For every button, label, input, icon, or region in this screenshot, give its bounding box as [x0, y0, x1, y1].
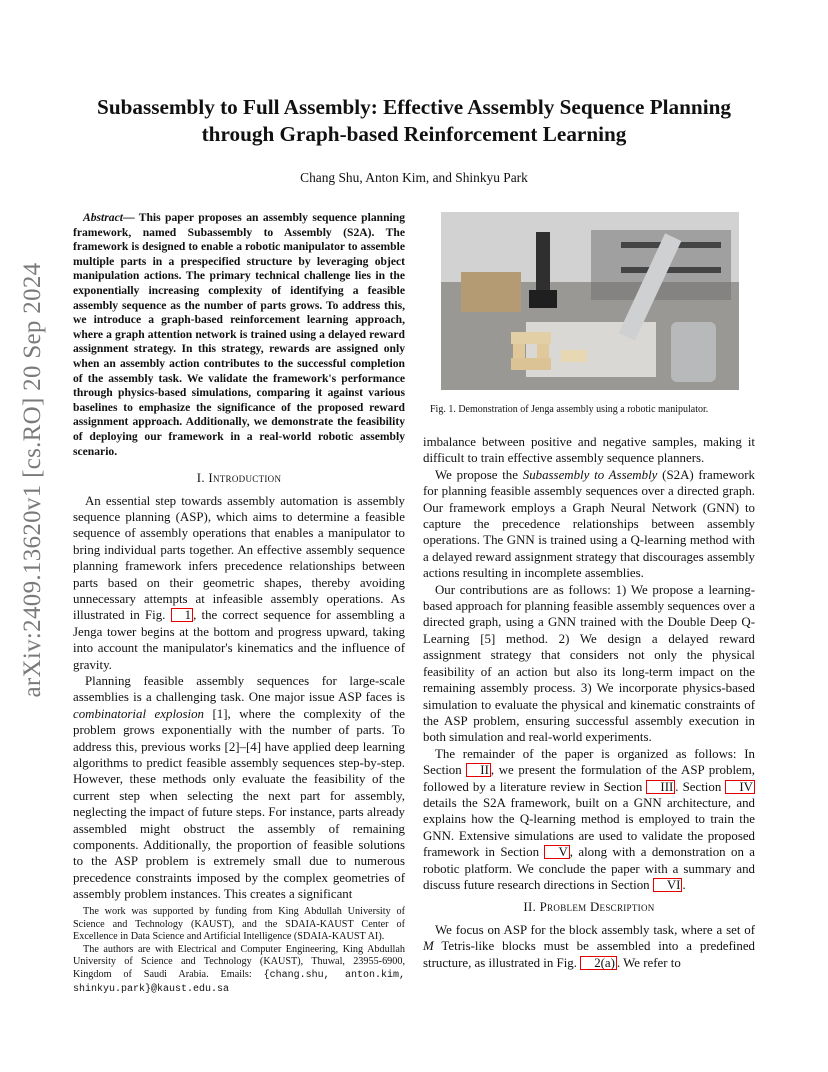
- title-line-2: through Graph-based Reinforcement Learning: [201, 122, 627, 146]
- abstract-text: — This paper proposes an assembly sequence planning framework, named Subassembly to Assembly (S2A). The framework is designed to enable a robotic manipulator to assemble multiple parts in a prespecified structure by leveraging object manipulation actions. The primary technical challenge lies in the exponentially increasing complexity of identifying a feasible assembly sequence as the number of parts grows. To address this, we introduce a graph-based reinforcement learning approach, where a graph attention network is trained using a delayed reward assignment strategy. In this strategy, rewards are assigned only when an assembly action contributes to the successful completion of the assembly task. We validate the framework's performance through physics-based simulations, comparing it against various baselines to emphasize the significance of the proposed reward assignment approach. Additionally, we demonstrate the feasibility of deploying our framework in a real-world robotic assembly scenario.: [73, 211, 405, 458]
- footnote: [73, 906, 405, 996]
- section-5-link[interactable]: V: [544, 845, 569, 859]
- intro-paragraph-2: Planning feasible assembly sequences for large-scale assemblies is a challenging task. One major issue ASP faces is combinatorial explosion [1], where the complexity of the problem grows exponentially with the number of parts. To address this, previous works [2]–[4] have applied deep learning algorithms to predict feasible assembly sequences step-by-step. However, these methods only evaluate the feasibility of the current step when selecting the next part for assembly, neglecting the impact of future steps. For instance, parts already assembled might obstruct the assembly of remaining components. Additionally, the proportion of feasible solutions to the ASP problem is extremely small due to numerous precedence constraints imposed by the complex geometries of assembly problem instances. This creates a significant: [73, 673, 405, 902]
- section-6-link[interactable]: VI: [653, 878, 683, 892]
- arxiv-id: arXiv:2409.13620v1 [cs.RO] 20 Sep 2024: [19, 262, 46, 698]
- right-column: [423, 434, 755, 971]
- problem-paragraph-1: We focus on ASP for the block assembly task, where a set of M Tetris-like blocks must be assembled into a predefined structure, as illustrated in Fig. 2(a) . We refer to: [423, 922, 755, 970]
- section-2-link[interactable]: II: [466, 763, 491, 777]
- figure-1-caption: Fig. 1. Demonstration of Jenga assembly using a robotic manipulator.: [430, 404, 709, 415]
- robot-jenga-photo-illustration: [441, 212, 739, 390]
- contributions-paragraph: Our contributions are as follows: 1) We propose a learning-based approach for planning feasible assembly sequences over a directed graph, using a GNN trained with the Double Deep Q-Learning [5] method. 2) We design a delayed reward assignment strategy that considers not only the physical feasibility of an action but also its long-term impact on the remaining assembly process. 3) We incorporate physics-based simulation to evaluate the physical and kinematic constraints of the ASP problem, ensuring successful assembly execution in both simulation and real-world experiments.: [423, 582, 755, 745]
- footnote-affiliation: The authors are with Electrical and Computer Engineering, King Abdullah University of Science and Technology (KAUST), Thuwal, 23955-6900, Kingdom of Saudi Arabia. Emails: {chang.shu, anton.kim, shinkyu.park}@kaust.edu.sa: [73, 943, 405, 995]
- intro-paragraph-3-continued: imbalance between positive and negative samples, making it difficult to train effective assembly sequence planners.: [423, 435, 755, 466]
- section-3-link[interactable]: III: [646, 780, 675, 794]
- footnote-funding: The work was supported by funding from King Abdullah University of Science and Technology (KAUST), and the SDAIA-KAUST Center of Excellence in Data Science and Artificial Intelligence (SDAIA-KAUST AI).: [73, 906, 405, 943]
- fig-1-link[interactable]: 1: [171, 608, 193, 622]
- intro-paragraph-1: An essential step towards assembly automation is assembly sequence planning (ASP), which aims to determine a feasible sequence of assembly operations that enables a manipulator to bring individual parts together. An effective assembly sequence planning framework infers precedence relationships between parts based on their geometric shapes, thereby avoiding unnecessary attempts at infeasible assembly operations. As illustrated in Fig. 1 , the correct sequence for assembling a Jenga tower begins at the bottom and progress upward, taking into account the manipulator's kinematics and the influence of gravity.: [73, 493, 405, 672]
- title-line-1: Subassembly to Full Assembly: Effective Assembly Sequence Planning: [97, 95, 731, 119]
- left-column: [73, 211, 405, 903]
- framework-name: Subassembly to Assembly: [522, 467, 658, 482]
- figure-1-photo: [441, 212, 739, 390]
- section-4-link[interactable]: IV: [725, 780, 755, 794]
- fig-2a-link[interactable]: 2(a): [580, 956, 617, 970]
- organization-paragraph: The remainder of the paper is organized as follows: In Section II , we present the formulation of the ASP problem, followed by a literature review in Section III . Section IV details the S2A framework, built on a GNN architecture, and explains how the Q-learning method is employed to train the GNN. Extensive simulations are used to validate the proposed framework in Section V , along with a demonstration on a robotic platform. We conclude the paper with a summary and discuss future research directions in Section VI .: [423, 746, 756, 892]
- section-heading-problem-description: II. Problem Description: [523, 900, 655, 915]
- intro-paragraph-4: We propose the Subassembly to Assembly (S2A) framework for planning feasible assembly sequences over a directed graph. Our framework employs a Graph Neural Network (GNN) to capture the precedence relationships between assembly operations. The GNN is trained using a Q-learning method with a delayed reward assignment strategy that discourages assembly actions resulting in incomplete assemblies.: [423, 467, 755, 581]
- author-emails: {chang.shu, anton.kim, shinkyu.park}@kaust.edu.sa: [73, 969, 405, 995]
- section-heading-introduction: I. Introduction: [196, 471, 282, 486]
- emphasis-term: combinatorial explosion: [73, 706, 204, 721]
- math-m: M: [423, 939, 434, 954]
- author-list: Chang Shu, Anton Kim, and Shinkyu Park: [300, 170, 528, 185]
- abstract-lead: Abstract: [83, 211, 123, 224]
- arxiv-sidebar-stamp: [8, 262, 58, 698]
- paper-title: [72, 94, 756, 148]
- abstract: [73, 211, 405, 459]
